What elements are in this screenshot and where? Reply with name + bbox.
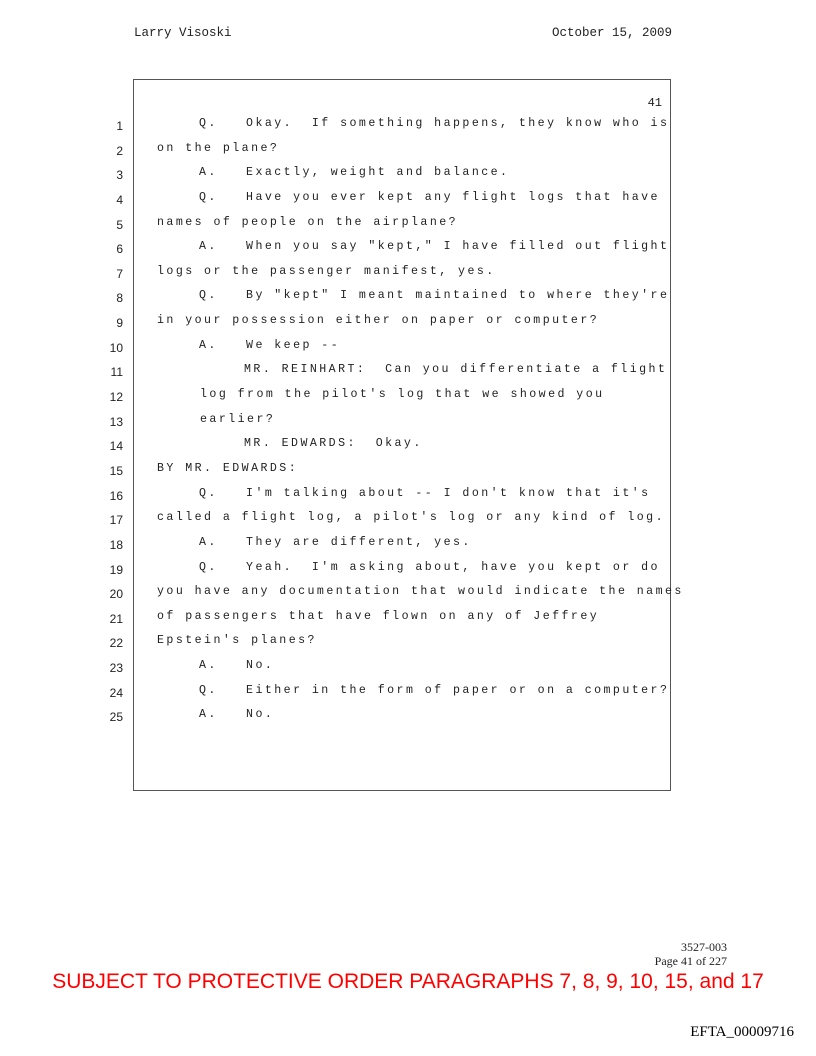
transcript-line [0,607,816,632]
line-text: A. Exactly, weight and balance. [199,166,510,180]
line-number: 4 [116,192,123,207]
transcript-line [0,631,816,656]
transcript-line [0,385,816,410]
line-number: 18 [109,537,123,552]
transcript-line [0,582,816,607]
line-text: MR. REINHART: Can you differentiate a flight [244,363,668,377]
transcript-line [0,163,816,188]
line-number: 7 [116,266,123,281]
transcript-line [0,311,816,336]
transcript-line [0,656,816,681]
line-text: names of people on the airplane? [157,215,459,229]
transcript-line [0,459,816,484]
bates-number: EFTA_00009716 [690,1024,794,1040]
line-text: on the plane? [157,141,280,155]
line-text: Q. Yeah. I'm asking about, have you kept or do [199,560,660,574]
page-count: Page 41 of 227 [654,954,727,968]
transcript-line [0,213,816,238]
line-number: 20 [109,587,123,602]
transcript-line [0,705,816,730]
line-text: Epstein's planes? [157,634,317,648]
transcript-line [0,410,816,435]
transcript-line [0,484,816,509]
line-number: 25 [109,710,123,725]
transcript-line [0,558,816,583]
transcript-line [0,360,816,385]
line-number: 14 [109,439,123,454]
line-text: Q. I'm talking about -- I don't know that it's [199,486,651,500]
footer-reference [655,940,727,968]
transcript-line [0,262,816,287]
line-text: Q. Okay. If something happens, they know who is [199,117,670,130]
line-number: 8 [116,291,123,306]
line-number: 15 [109,463,123,478]
transcript-line [0,286,816,311]
line-number: 21 [109,611,123,626]
case-reference: 3527-003 [681,940,727,954]
line-number: 10 [109,340,123,355]
line-number: 22 [109,636,123,651]
line-text: called a flight log, a pilot's log or any kind of log. [157,511,665,525]
line-number: 24 [109,685,123,700]
transcript-line [0,508,816,533]
line-text: Q. Have you ever kept any flight logs that have [199,190,660,204]
line-text: earlier? [200,412,276,426]
line-number: 17 [109,513,123,528]
line-text: you have any documentation that would indicate the names [157,585,684,599]
line-number: 16 [109,488,123,503]
line-text: Q. Either in the form of paper or on a computer? [199,683,670,697]
transcript-line [0,114,816,139]
line-text: A. When you say "kept," I have filled out flight [199,240,670,254]
transcript-line [0,336,816,361]
line-text: A. They are different, yes. [199,535,472,549]
line-number: 3 [116,168,123,183]
line-number: 11 [110,365,123,380]
line-number: 1 [116,119,123,133]
protective-order-notice: SUBJECT TO PROTECTIVE ORDER PARAGRAPHS 7, 8, 9, 10, 15, and 17 [52,970,764,993]
deponent-name: Larry Visoski [134,26,232,40]
transcript-line [0,681,816,706]
line-text: in your possession either on paper or computer? [157,314,600,328]
line-text: log from the pilot's log that we showed you [200,388,605,402]
transcript-line [0,188,816,213]
transcript-line [0,434,816,459]
line-text: A. We keep -- [199,338,341,352]
line-text: logs or the passenger manifest, yes. [157,264,496,278]
deposition-date: October 15, 2009 [551,26,672,40]
transcript-line [0,237,816,262]
line-number: 13 [109,414,123,429]
line-text: BY MR. EDWARDS: [157,461,299,475]
transcript-page-number: 41 [647,96,662,110]
line-text: A. No. [199,708,275,722]
transcript-lines [0,114,816,730]
line-number: 12 [109,390,123,405]
line-number: 2 [116,143,123,158]
transcript-line [0,533,816,558]
line-number: 5 [116,217,123,232]
line-number: 6 [116,242,123,257]
line-number: 23 [109,661,123,676]
transcript-line [0,139,816,164]
line-text: MR. EDWARDS: Okay. [244,437,423,451]
line-number: 19 [109,562,123,577]
line-text: A. No. [199,659,275,673]
line-text: of passengers that have flown on any of Jeffrey [157,609,600,623]
line-number: 9 [116,316,123,331]
line-text: Q. By "kept" I meant maintained to where they're [199,289,670,303]
